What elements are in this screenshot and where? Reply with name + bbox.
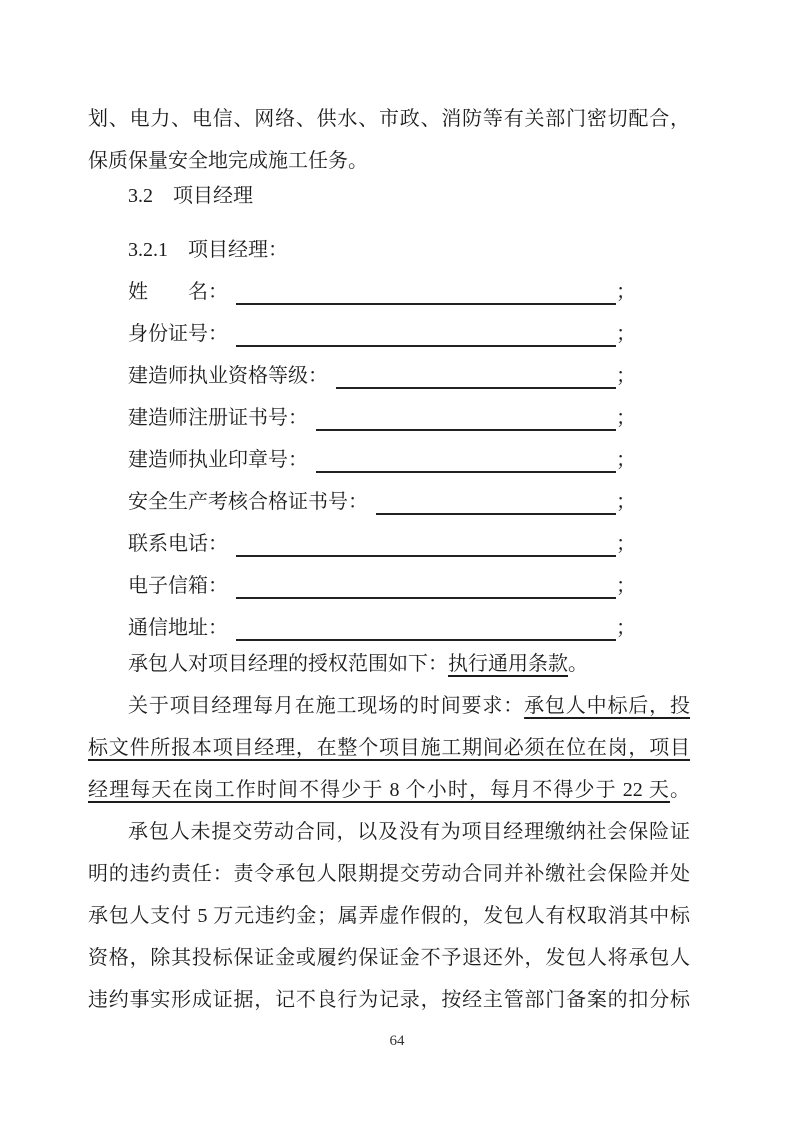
form-field-row [88, 439, 636, 481]
page-number: 64 [389, 1033, 405, 1049]
section-heading-3-2-line [88, 175, 690, 217]
field-label: 安全生产考核合格证书号： [128, 491, 368, 513]
onsite-time-paragraph [88, 685, 690, 811]
section-heading-3-2-1-line [88, 229, 690, 271]
field-semicolon: ； [616, 533, 636, 555]
document-body [88, 0, 690, 1021]
field-blank-line [376, 481, 616, 515]
text-segment: 。 [670, 779, 690, 801]
field-blank-line [316, 439, 616, 473]
field-blank-line [236, 523, 616, 557]
underlined-text-segment: 标文件所报本项目经理，在整个项目施工期间必须在位在岗，项目 [88, 737, 690, 759]
field-semicolon: ； [616, 281, 636, 303]
text-segment: 承包人支付 5 万元违约金；属弄虚作假的，发包人有权取消其中标 [88, 905, 690, 927]
field-label: 建造师注册证书号： [128, 407, 308, 429]
underlined-text-segment: 经理每天在岗工作时间不得少于 8 个小时，每月不得少于 22 天 [88, 779, 670, 801]
field-blank-line [316, 397, 616, 431]
breach-liability-paragraph-line [88, 811, 690, 853]
onsite-time-paragraph-line [88, 685, 690, 727]
text-segment: 资格，除其投标保证金或履约保证金不予退还外，发包人将承包人 [88, 947, 690, 969]
text-segment: 3.2.1 项目经理： [128, 239, 288, 261]
intro-paragraph [88, 98, 690, 182]
field-label: 建造师执业印章号： [128, 449, 308, 471]
onsite-time-paragraph-line [88, 727, 690, 769]
form-field-row [88, 481, 636, 523]
text-segment: 3.2 项目经理 [128, 185, 253, 207]
field-semicolon: ； [616, 449, 636, 471]
text-segment: 违约事实形成证据，记不良行为记录，按经主管部门备案的扣分标 [88, 989, 690, 1011]
field-blank-line [236, 565, 616, 599]
breach-liability-paragraph-line [88, 853, 690, 895]
text-segment: 划、电力、电信、网络、供水、市政、消防等有关部门密切配合， [88, 108, 690, 130]
form-field-row [88, 271, 636, 313]
field-semicolon: ； [616, 575, 636, 597]
field-label: 姓 名： [128, 281, 228, 303]
breach-liability-paragraph-line [88, 895, 690, 937]
section-heading-3-2-1 [88, 229, 690, 271]
field-label: 建造师执业资格等级： [128, 365, 328, 387]
form-field-row [88, 397, 636, 439]
field-label: 通信地址： [128, 617, 228, 639]
form-field-row [88, 523, 636, 565]
field-semicolon: ； [616, 617, 636, 639]
field-blank-line [236, 607, 616, 641]
field-semicolon: ； [616, 365, 636, 387]
underlined-text-segment: 执行通用条款 [448, 653, 568, 675]
text-segment: 。 [568, 653, 588, 675]
field-label: 身份证号： [128, 323, 228, 345]
form-field-row [88, 565, 636, 607]
intro-paragraph-line [88, 98, 690, 140]
onsite-time-paragraph-line [88, 769, 690, 811]
field-semicolon: ； [616, 491, 636, 513]
form-field-row [88, 355, 636, 397]
field-label: 电子信箱： [128, 575, 228, 597]
field-blank-line [236, 313, 616, 347]
field-blank-line [236, 271, 616, 305]
section-heading-3-2 [88, 175, 690, 217]
text-segment: 关于项目经理每月在施工现场的时间要求： [128, 695, 525, 717]
breach-liability-paragraph [88, 811, 690, 1021]
text-segment: 明的违约责任：责令承包人限期提交劳动合同并补缴社会保险并处 [88, 863, 690, 885]
text-segment: 承包人对项目经理的授权范围如下： [128, 653, 448, 675]
field-semicolon: ； [616, 323, 636, 345]
breach-liability-paragraph-line [88, 979, 690, 1021]
text-segment: 承包人未提交劳动合同，以及没有为项目经理缴纳社会保险证 [128, 821, 690, 843]
field-blank-line [336, 355, 616, 389]
breach-liability-paragraph-line [88, 937, 690, 979]
text-segment: 保质保量安全地完成施工任务。 [88, 150, 368, 172]
underlined-text-segment: 承包人中标后，投 [524, 695, 691, 717]
authorization-paragraph-line [88, 643, 690, 685]
project-manager-form [88, 271, 690, 649]
form-field-row [88, 313, 636, 355]
field-semicolon: ； [616, 407, 636, 429]
field-label: 联系电话： [128, 533, 228, 555]
authorization-paragraph [88, 643, 690, 685]
